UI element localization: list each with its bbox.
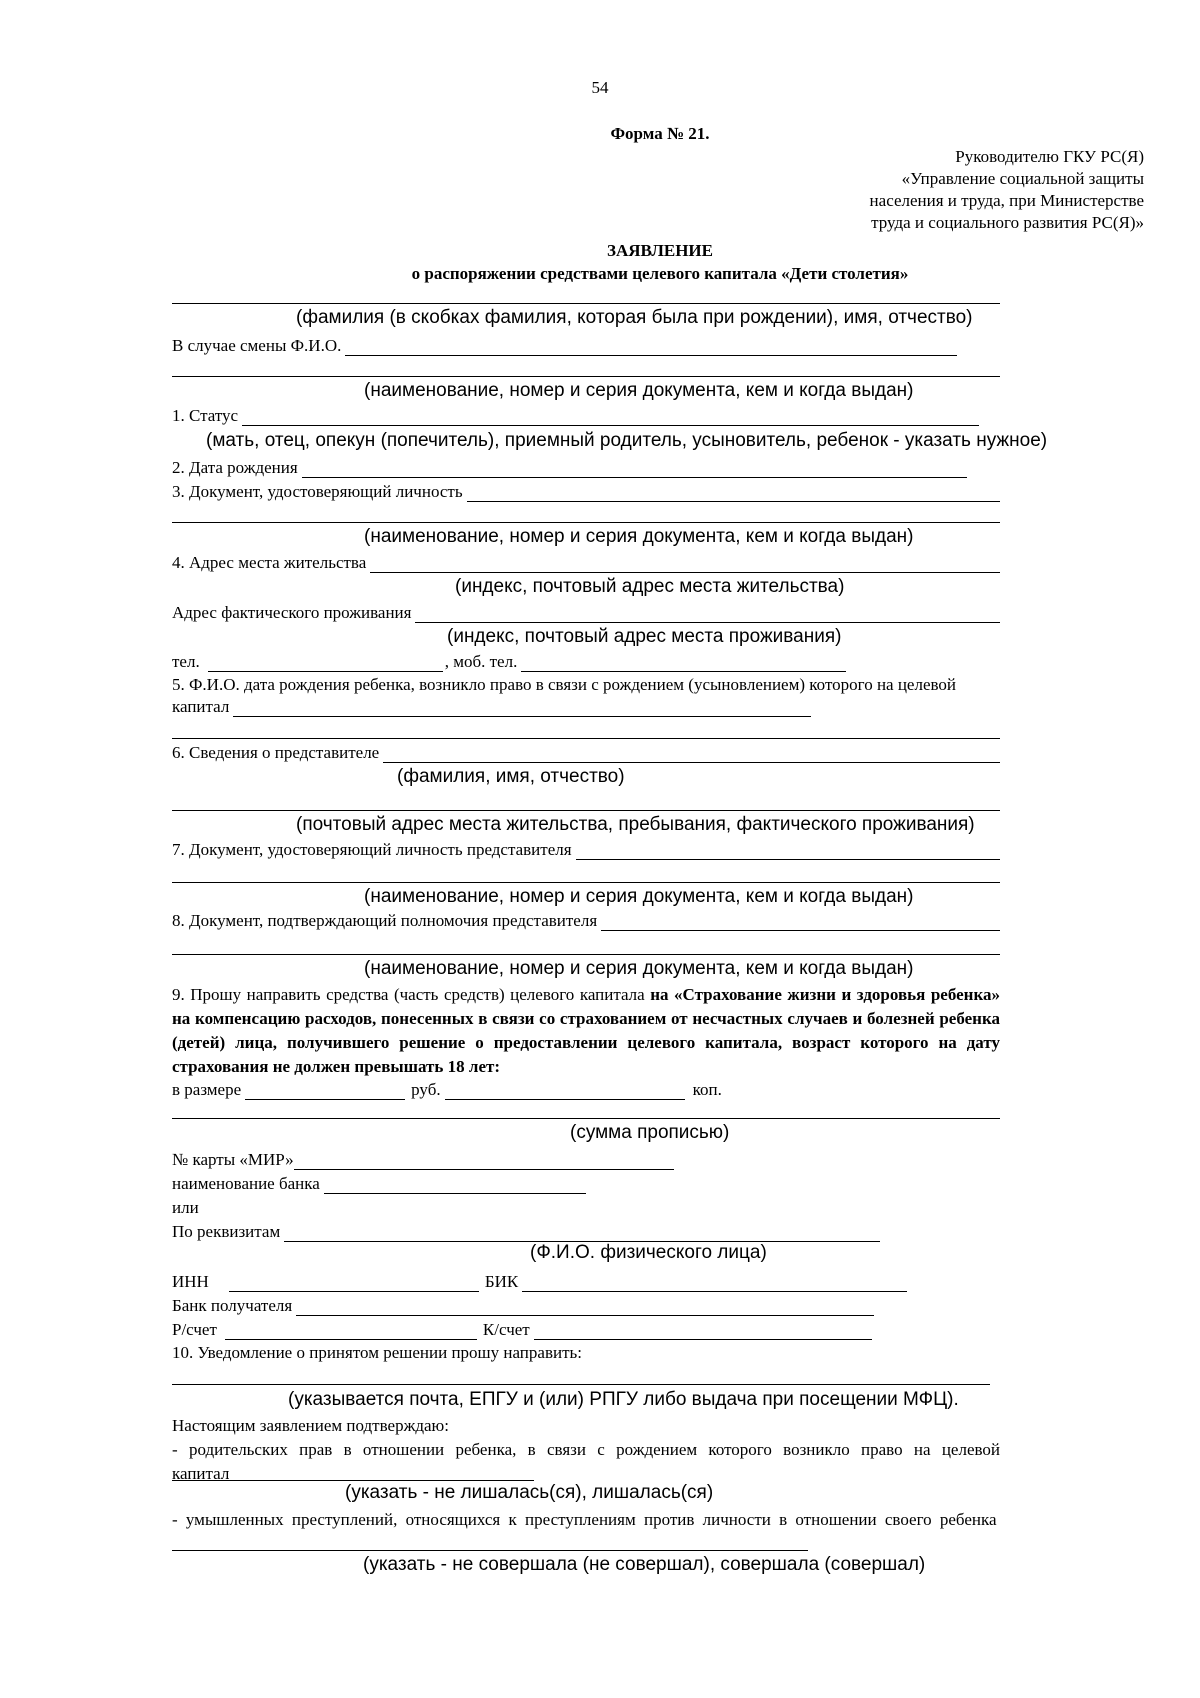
label-rep-id-doc: 7. Документ, удостоверяющий личность представителя [172,840,572,859]
caption-address-reg: (индекс, почтовый адрес места жительства) [455,576,845,597]
caption-rep-address: (почтовый адрес места жительства, пребывания, фактического проживания) [296,814,975,835]
id-doc-field[interactable] [467,484,1000,502]
crimes-text: - умышленных преступлений, относящихся к преступлениям против личности в отношении своего ребенка [172,1510,997,1529]
row-rep-authority [172,911,1000,931]
address-field[interactable] [370,555,1000,573]
label-confirm: Настоящим заявлением подтверждаю: [172,1416,449,1435]
inn-field[interactable] [229,1274,479,1292]
label-child-capital: капитал [172,697,230,716]
row-phones [172,652,1000,672]
rep-id-doc-field[interactable] [576,842,1000,860]
request-paragraph [172,983,1000,1079]
form-number: Форма № 21. [610,124,710,143]
row-address [172,553,1000,573]
rep-authority-field[interactable] [601,913,1000,931]
label-amount: в размере [172,1080,242,1099]
recipient-bank-field[interactable] [296,1298,874,1316]
birth-date-field[interactable] [302,460,967,478]
row-representative [172,743,1000,763]
amount-rub-field[interactable] [245,1082,405,1100]
label-notification: 10. Уведомление о принятом решении прошу направить: [172,1343,582,1362]
row-bank-name [172,1174,1000,1194]
row-or [172,1198,1000,1218]
account-field[interactable] [225,1322,477,1340]
row-amount [172,1080,1000,1100]
label-bik: БИК [484,1272,519,1291]
label-corr-account: К/счет [482,1320,530,1339]
status-field[interactable] [242,408,979,426]
label-rub: руб. [411,1080,441,1099]
bik-field[interactable] [522,1274,907,1292]
request-text: 9. Прошу направить средства (часть средств) целевого капитала [172,985,651,1004]
rep-address-line[interactable] [172,810,1000,811]
addressee-line: «Управление социальной защиты [901,169,1144,188]
row-id-doc [172,482,1000,502]
label-mobile: , моб. тел. [444,652,518,671]
child-info-text: 5. Ф.И.О. дата рождения ребенка, возникло право в связи с рождением (усыновлением) которого на целевой [172,675,957,694]
request-bold-text: на «Страхование жизни и здоровья ребенка» на компенсацию расходов, понесенных в связи со страхованием от несчастных случаев и болезней ребенка (детей) лица, получившего решение о предоставлении целевого капитала, возраст которого на дату страхования не должен превышать 18 лет: [172,985,1000,1076]
row-recipient-bank [172,1296,1000,1316]
caption-person-fio: (Ф.И.О. физического лица) [530,1242,767,1263]
label-by-details: По реквизитам [172,1222,281,1241]
mobile-field[interactable] [521,654,846,672]
caption-rep-fio: (фамилия, имя, отчество) [397,766,625,787]
parental-rights-text: - родительских прав в отношении ребенка, в связи с рождением которого возникло право на целевой капитал [172,1440,1000,1483]
caption-rights: (указать - не лишалась(ся), лишалась(ся) [345,1482,714,1503]
label-or: или [172,1198,199,1217]
id-doc-line[interactable] [172,522,1000,523]
row-fio-change [172,336,1000,356]
caption-doc3: (наименование, номер и серия документа, кем и когда выдан) [364,886,914,907]
addressee-block [624,146,1144,234]
addressee-line: населения и труда, при Министерстве [869,191,1144,210]
row-by-details [172,1222,1000,1242]
row-child-capital [172,697,1000,717]
caption-doc2: (наименование, номер и серия документа, кем и когда выдан) [364,526,914,547]
label-kop: коп. [692,1080,722,1099]
row-address-fact [172,603,1000,623]
row-birth-date [172,458,1000,478]
representative-field[interactable] [383,745,1000,763]
caption-sum-words: (сумма прописью) [570,1122,730,1143]
label-fio-change: В случае смены Ф.И.О. [172,336,342,355]
label-account: Р/счет [172,1320,217,1339]
label-address-fact: Адрес фактического проживания [172,603,412,622]
label-representative: 6. Сведения о представителе [172,743,380,762]
caption-fio: (фамилия (в скобках фамилия, которая была при рождении), имя, отчество) [296,307,973,328]
label-inn: ИНН [172,1272,209,1291]
rep-id-doc-line[interactable] [172,882,1000,883]
page-number: 54 [591,78,609,97]
label-bank-name: наименование банка [172,1174,320,1193]
row-inn-bik [172,1272,1000,1292]
addressee-line: труда и социального развития РС(Я)» [871,213,1144,232]
label-birth-date: 2. Дата рождения [172,458,298,477]
amount-kop-field[interactable] [445,1082,685,1100]
document-title: ЗАЯВЛЕНИЕ [606,241,713,260]
caption-notify: (указывается почта, ЕПГУ и (или) РПГУ либо выдача при посещении МФЦ). [288,1389,959,1410]
label-id-doc: 3. Документ, удостоверяющий личность [172,482,463,501]
row-mir-card [172,1150,1000,1170]
parental-rights-line[interactable] [172,1480,534,1481]
by-details-field[interactable] [284,1224,880,1242]
caption-doc4: (наименование, номер и серия документа, кем и когда выдан) [364,958,914,979]
sum-words-line[interactable] [172,1118,1000,1119]
addressee-line: Руководителю ГКУ РС(Я) [955,147,1144,166]
label-address: 4. Адрес места жительства [172,553,367,572]
caption-address-fact: (индекс, почтовый адрес места проживания) [447,626,842,647]
rep-authority-line[interactable] [172,954,1000,955]
row-status [172,406,1000,426]
document-subtitle: о распоряжении средствами целевого капитала «Дети столетия» [411,264,909,283]
corr-account-field[interactable] [534,1322,872,1340]
label-phone: тел. [172,652,200,671]
child-info-line[interactable] [172,738,1000,739]
child-info-field[interactable] [233,699,811,717]
row-confirm [172,1416,1000,1436]
label-status: 1. Статус [172,406,239,425]
phone-field[interactable] [208,654,443,672]
label-mir-card: № карты «МИР» [172,1150,294,1169]
fio-line[interactable] [172,303,1000,304]
mir-card-field[interactable] [294,1152,674,1170]
caption-doc1: (наименование, номер и серия документа, кем и когда выдан) [364,380,914,401]
notification-line[interactable] [172,1384,990,1385]
row-rep-id-doc [172,840,1000,860]
document-line[interactable] [172,376,1000,377]
caption-crimes: (указать - не совершала (не совершал), совершала (совершал) [363,1554,926,1575]
fio-change-field[interactable] [345,338,957,356]
caption-status: (мать, отец, опекун (попечитель), приемный родитель, усыновитель, ребенок - указать нужное) [206,430,1048,451]
row-notification [172,1343,1000,1363]
label-recipient-bank: Банк получателя [172,1296,293,1315]
label-rep-authority: 8. Документ, подтверждающий полномочия представителя [172,911,598,930]
bank-name-field[interactable] [324,1176,586,1194]
row-accounts [172,1320,1000,1340]
crimes-line[interactable] [172,1550,808,1551]
address-fact-field[interactable] [415,605,1000,623]
